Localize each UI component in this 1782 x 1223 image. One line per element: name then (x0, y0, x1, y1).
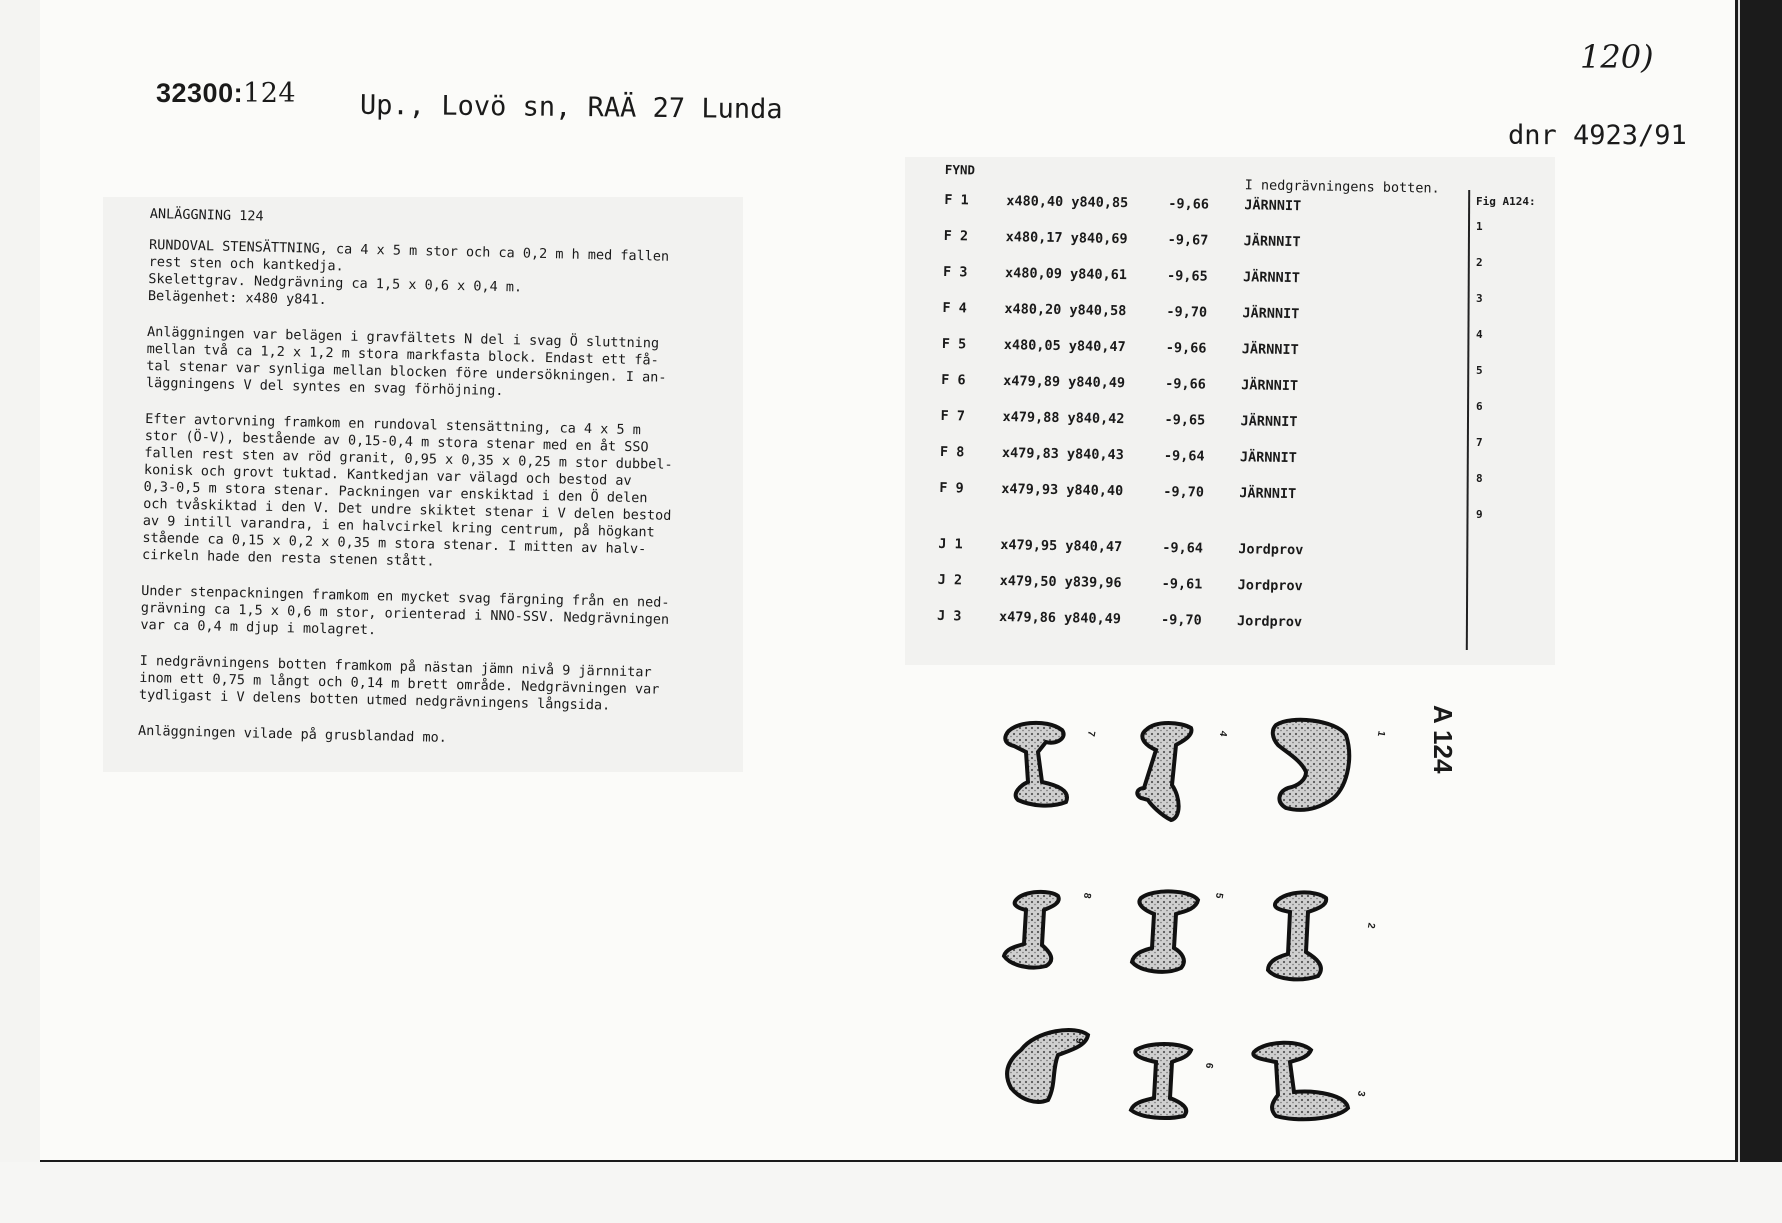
figure-number: 8 (1476, 472, 1483, 485)
scan-margin-bottom (0, 1162, 1782, 1223)
figure-number: 2 (1476, 256, 1483, 269)
description-text (137, 206, 749, 772)
artifact-6 (1131, 1044, 1191, 1118)
artifact-photo (976, 690, 1391, 1155)
find-coordinates: x479,83 y840,43 (1001, 445, 1124, 464)
site-title: Up., Lovö sn, RAÄ 27 Lunda (359, 89, 783, 126)
find-material: JÄRNNIT (1242, 305, 1300, 323)
figure-numbers (1476, 220, 1536, 544)
description-paragraph: Anläggningen var belägen i gravfältets N del i svag Ö sluttning mellan två ca 1,2 x 1,2 m stora markfasta block. Endast ett få- tal stenar var synliga mellan blocken före undersökningen. I an- läggningens V del syntes en svag förhöjning. (145, 323, 667, 400)
find-material: JÄRNNIT (1242, 269, 1301, 287)
artifact-2 (1268, 892, 1326, 979)
find-coordinates: x479,95 y840,47 (1000, 537, 1123, 556)
figure-number: 9 (1476, 508, 1483, 521)
artifact-number: 3 (1354, 1089, 1367, 1098)
description-paragraph: I nedgrävningens botten framkom på nästan jämn nivå 9 järnnitar inom ett 0,75 m långt och 0,14 m brett område. Nedgrävningen var tydligast i V delens botten utmed nedgrävningens långsida. (138, 652, 660, 714)
find-material: JÄRNNIT (1239, 449, 1297, 467)
artifact-number: 1 (1374, 729, 1387, 738)
find-id: F 7 (940, 407, 966, 425)
page-number: 120) (1580, 38, 1654, 76)
find-depth: -9,66 (1165, 339, 1207, 357)
find-material: JÄRNNIT (1244, 197, 1302, 215)
artifact-number: 7 (1084, 729, 1097, 738)
find-id: J 1 (938, 535, 963, 553)
artifact-number: 9 (1072, 1036, 1085, 1045)
find-material: JÄRNNIT (1240, 413, 1298, 431)
find-coordinates: x480,40 y840,85 (1006, 193, 1129, 212)
find-depth: -9,70 (1166, 303, 1208, 321)
find-depth: -9,70 (1160, 611, 1202, 629)
find-id: F 6 (941, 371, 966, 389)
description-paragraph: Anläggningen vilade på grusblandad mo. (137, 722, 448, 746)
finds-location-label: I nedgrävningens botten. (1244, 177, 1440, 197)
finds-heading: FYND (944, 162, 976, 178)
figure-label: A 124 (1428, 705, 1458, 774)
figure-number: 3 (1476, 292, 1483, 305)
find-id: F 9 (939, 479, 964, 497)
find-coordinates: x479,93 y840,40 (1001, 481, 1124, 500)
feature-heading: ANLÄGGNING 124 (149, 206, 264, 225)
catalog-prefix: 32300: (156, 78, 244, 108)
find-material: Jordprov (1238, 541, 1304, 559)
registration-number: dnr 4923/91 (1508, 120, 1687, 151)
find-depth: -9,67 (1167, 231, 1209, 249)
sheet-edge-line (1738, 0, 1740, 1223)
scan-margin-left (0, 0, 40, 1162)
find-coordinates: x480,20 y840,58 (1004, 301, 1127, 320)
find-depth: -9,70 (1163, 483, 1205, 501)
artifact-number: 2 (1364, 921, 1377, 930)
find-id: F 3 (942, 263, 968, 281)
find-material: JÄRNNIT (1239, 485, 1297, 503)
figure-column-heading: Fig A124: (1476, 195, 1536, 208)
figure-number: 5 (1476, 364, 1483, 377)
artifact-4 (1137, 723, 1191, 820)
artifact-number: 6 (1202, 1061, 1215, 1070)
artifact-3 (1253, 1043, 1348, 1120)
figure-number: 1 (1476, 220, 1483, 233)
find-coordinates: x479,50 y839,96 (999, 573, 1122, 592)
find-material: JÄRNNIT (1241, 341, 1299, 359)
find-id: F 5 (941, 335, 967, 353)
description-paragraph: Efter avtorvning framkom en rundoval stensättning, ca 4 x 5 m stor (Ö-V), bestående av 0,15-0,4 m stora stenar med en åt SSO fallen rest sten av röd granit, 0,95 x 0,35 x 0,25 m stor dubbel- konisk och grovt tuktad. Kantkedjan var välagd och bestod av 0,3-0,5 m stora stenar. Packningen var enskiktad i den Ö delen och tvåskiktad i den V. Det undre skiktet stenar i V delen bestod av 9 intill varandra, i en halvcirkel kring centrum, på högkant stående ca 0,15 x 0,2 x 0,35 m stora stenar. I mitten av halv- cirkeln hade den resta stenen stått. (141, 410, 673, 570)
find-depth: -9,66 (1165, 375, 1206, 393)
find-material: Jordprov (1237, 577, 1303, 595)
artifact-drawings (976, 690, 1391, 1155)
artifact-number: 8 (1080, 891, 1093, 900)
description-paragraph: RUNDOVAL STENSÄTTNING, ca 4 x 5 m stor och ca 0,2 m h med fallen rest sten och kantkedja. Skelettgrav. Nedgrävning ca 1,5 x 0,6 x 0,4 m. Belägenhet: x480 y841. (147, 236, 670, 309)
find-id: F 8 (939, 443, 965, 461)
description-paragraph: Under stenpackningen framkom en mycket svag färgning från en ned- grävning ca 1,5 x 0,6 m stor, orienterad i NNO-SSV. Nedgrävningen var ca 0,4 m djup i molagret. (140, 582, 670, 639)
find-coordinates: x480,09 y840,61 (1004, 265, 1128, 284)
find-id: F 2 (943, 227, 969, 245)
find-depth: -9,66 (1168, 195, 1210, 213)
artifact-number: 4 (1216, 729, 1229, 738)
find-coordinates: x479,88 y840,42 (1002, 409, 1125, 428)
find-depth: -9,64 (1163, 447, 1205, 465)
find-coordinates: x479,89 y840,49 (1003, 373, 1126, 392)
find-coordinates: x480,17 y840,69 (1005, 229, 1128, 248)
soil-rows (937, 530, 1569, 649)
artifact-8 (1004, 892, 1059, 968)
figure-number: 4 (1476, 328, 1483, 341)
find-id: F 1 (944, 191, 969, 209)
find-depth: -9,64 (1162, 539, 1204, 557)
find-material: JÄRNNIT (1241, 377, 1299, 395)
artifact-5 (1132, 891, 1198, 971)
artifact-number: 5 (1212, 891, 1225, 900)
find-depth: -9,61 (1161, 575, 1203, 593)
find-coordinates: x480,05 y840,47 (1003, 337, 1126, 356)
figure-number: 6 (1476, 400, 1483, 413)
find-material: Jordprov (1236, 613, 1303, 631)
find-id: J 3 (936, 607, 962, 625)
find-depth: -9,65 (1164, 411, 1206, 429)
figure-number: 7 (1476, 436, 1483, 449)
figure-column (1476, 195, 1536, 544)
find-material: JÄRNNIT (1243, 233, 1301, 251)
find-depth: -9,65 (1166, 267, 1208, 285)
artifact-7 (1005, 723, 1067, 806)
find-coordinates: x479,86 y840,49 (998, 609, 1122, 628)
artifact-1 (1273, 720, 1349, 810)
catalog-handwritten-number: 124 (243, 78, 297, 109)
catalog-number (156, 78, 296, 109)
find-id: J 2 (937, 571, 963, 589)
find-id: F 4 (942, 299, 967, 317)
